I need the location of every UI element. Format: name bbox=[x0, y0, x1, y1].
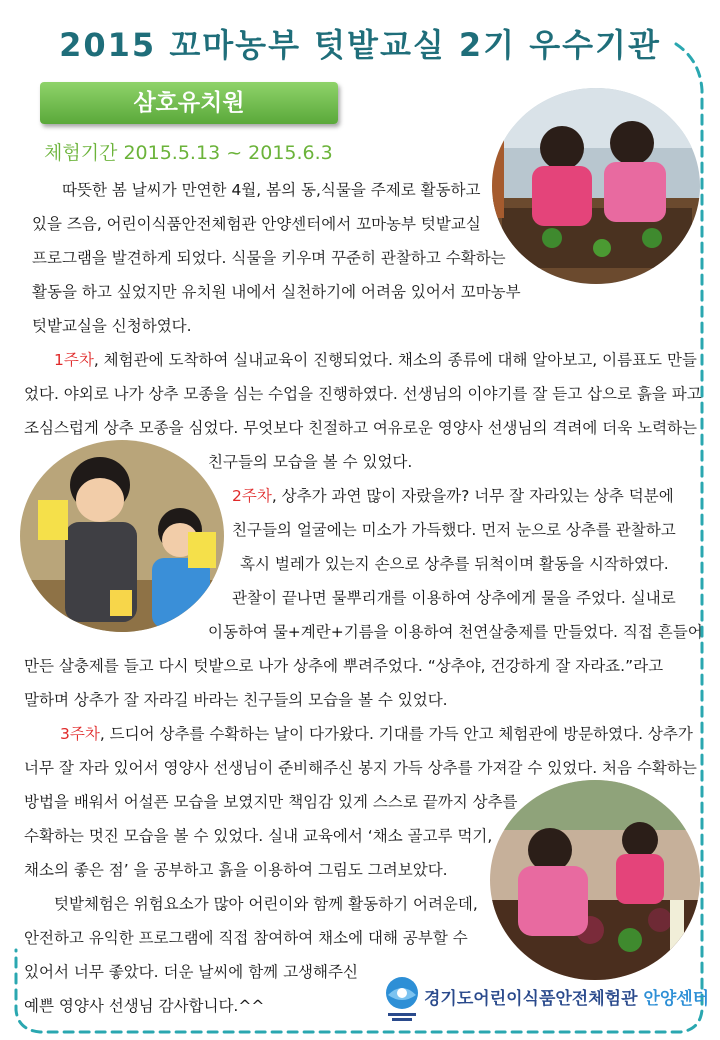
week1-line: 었다. 야외로 나가 상추 모종을 심는 수업을 진행하였다. 선생님의 이야기를 잘 듣고 삽으로 흙을 파고 bbox=[24, 385, 702, 403]
week2-line: 말하며 상추가 잘 자라길 바라는 친구들의 모습을 볼 수 있었다. bbox=[24, 691, 448, 709]
photo-harvesting bbox=[490, 780, 700, 980]
gyeonggi-emblem-icon bbox=[382, 975, 422, 1023]
intro-line: 활동을 하고 싶었지만 유치원 내에서 실천하기에 어려움 있어서 꼬마농부 bbox=[32, 283, 521, 301]
week3-line: 채소의 좋은 점’ 을 공부하고 흙을 이용하여 그림도 그려보았다. bbox=[24, 861, 448, 879]
closing-line: 예쁜 영양사 선생님 감사합니다.^^ bbox=[24, 997, 265, 1015]
intro-line: 따뜻한 봄 날씨가 만연한 4월, 봄의 동,식물을 주제로 활동하고 bbox=[62, 181, 481, 199]
footer-org: 경기도어린이식품안전체험관 bbox=[424, 989, 644, 1009]
page-title: 2015 꼬마농부 텃밭교실 2기 우수기관 bbox=[59, 26, 661, 64]
week1-line: 조심스럽게 상추 모종을 심었다. 무엇보다 친절하고 여유로운 영양사 선생님의 격려에 더욱 노력하는 bbox=[24, 419, 698, 437]
closing-line: 텃밭체험은 위험요소가 많아 어린이와 함께 활동하기 어려운데, bbox=[54, 895, 478, 913]
closing-line: 안전하고 유익한 프로그램에 직접 참여하여 채소에 대해 공부할 수 bbox=[24, 929, 468, 947]
photo-name-tags bbox=[20, 440, 224, 632]
intro-line: 프로그램을 발견하게 되었다. 식물을 키우며 꾸준히 관찰하고 수확하는 bbox=[32, 249, 506, 267]
footer-logo bbox=[424, 984, 709, 1009]
intro-line: 텃밭교실을 신청하였다. bbox=[32, 317, 192, 335]
institution-name: 삼호유치원 bbox=[133, 90, 245, 116]
week2-line: , 상추가 과연 많이 자랐을까? 너무 잘 자라있는 상추 덕분에 bbox=[271, 487, 674, 505]
week2-label: 2주차 bbox=[232, 487, 272, 505]
week2-line: 친구들의 얼굴에는 미소가 가득했다. 먼저 눈으로 상추를 관찰하고 bbox=[232, 521, 676, 539]
intro-line: 있을 즈음, 어린이식품안전체험관 안양센터에서 꼬마농부 텃밭교실 bbox=[32, 215, 481, 233]
experience-period: 체험기간 2015.5.13 ~ 2015.6.3 bbox=[44, 142, 333, 164]
week2-line: 혹시 벌레가 있는지 손으로 상추를 뒤척이며 활동을 시작하였다. bbox=[240, 555, 669, 573]
week1-line: 친구들의 모습을 볼 수 있었다. bbox=[208, 453, 413, 471]
week3-label: 3주차 bbox=[60, 725, 100, 743]
week3-line: 너무 잘 자라 있어서 영양사 선생님이 준비해주신 봉지 가득 상추를 가져갈 수 있었다. 처음 수확하는 bbox=[24, 759, 697, 777]
week3-line: 수확하는 멋진 모습을 볼 수 있었다. 실내 교육에서 ‘채소 골고루 먹기, bbox=[24, 827, 493, 845]
institution-banner bbox=[40, 82, 338, 124]
week3-line: 방법을 배워서 어설픈 모습을 보였지만 책임감 있게 스스로 끝까지 상추를 bbox=[24, 793, 518, 811]
week2-line: 관찰이 끝나면 물뿌리개를 이용하여 상추에게 물을 주었다. 실내로 bbox=[232, 589, 676, 607]
photo-planting bbox=[492, 88, 700, 284]
closing-line: 있어서 너무 좋았다. 더운 날씨에 함께 고생해주신 bbox=[24, 963, 358, 981]
footer-center: 안양센터 bbox=[643, 989, 710, 1009]
week1-label: 1주차 bbox=[54, 351, 94, 369]
week2-line: 이동하여 물+계란+기름을 이용하여 천연살충제를 만들었다. 직접 흔들어 bbox=[208, 623, 703, 641]
week1-line: , 체험관에 도착하여 실내교육이 진행되었다. 채소의 종류에 대해 알아보고, 이름표도 만들 bbox=[93, 351, 697, 369]
week2-line: 만든 살충제를 들고 다시 텃밭으로 나가 상추에 뿌려주었다. “상추야, 건강하게 잘 자라죠.”라고 bbox=[24, 657, 664, 675]
week3-line: , 드디어 상추를 수확하는 날이 다가왔다. 기대를 가득 안고 체험관에 방문하였다. 상추가 bbox=[99, 725, 693, 743]
